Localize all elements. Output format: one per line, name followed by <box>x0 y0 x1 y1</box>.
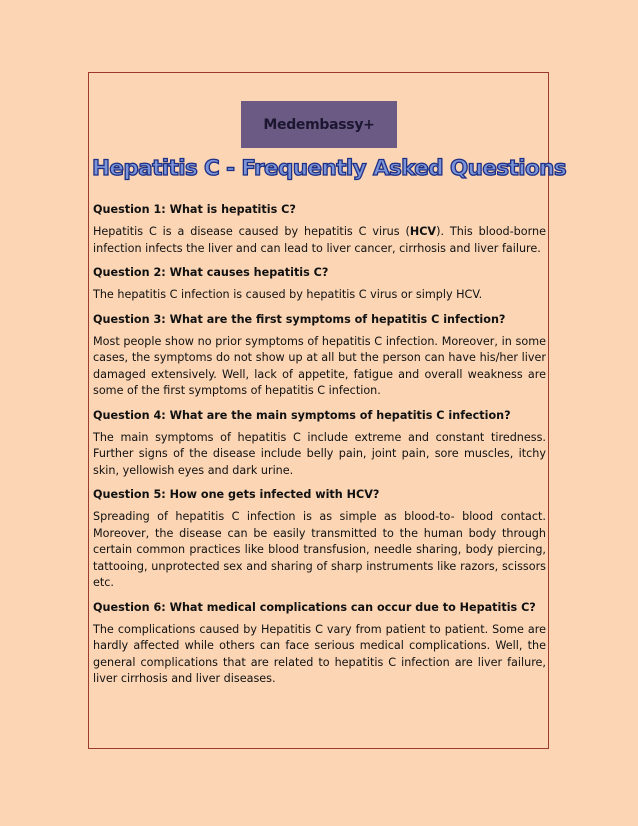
faq-list <box>93 201 546 695</box>
faq-answer-6: The complications caused by Hepatitis C vary from patient to patient. Some are hardly affected while others can face serious medical complications. Well, the general complications that are related to hepatitis C infection are liver failure, liver cirrhosis and liver diseases. <box>93 622 546 685</box>
faq-question-4: Question 4: What are the main symptoms of hepatitis C infection? <box>93 408 511 422</box>
faq-answer-5: Spreading of hepatitis C infection is as simple as blood-to- blood contact. Moreover, the disease can be easily transmitted to the human body through certain common practices like blood transfusion, needle sharing, body piercing, tattooing, unprotected sex and sharing of sharp instruments like razors, scissors etc. <box>93 510 546 589</box>
page-title: Hepatitis C - Frequently Asked Questions <box>92 156 567 181</box>
hcv-abbreviation: HCV <box>409 225 437 238</box>
faq-question-3: Question 3: What are the first symptoms of hepatitis C infection? <box>93 312 506 326</box>
faq-question-6: Question 6: What medical complications can occur due to Hepatitis C? <box>93 600 536 614</box>
faq-answer-1 <box>93 224 546 257</box>
logo-text: Medembassy+ <box>263 116 375 133</box>
faq-question-2: Question 2: What causes hepatitis C? <box>93 266 329 279</box>
faq-answer-1-part-2: ). This blood-borne infection infects the liver and can lead to liver cancer, cirrhosis and liver failure. <box>93 225 546 255</box>
faq-question-5: Question 5: How one gets infected with HCV? <box>93 488 380 501</box>
faq-answer-3: Most people show no prior symptoms of hepatitis C infection. Moreover, in some cases, the symptoms do not show up at all but the person can have his/her liver damaged extensively. Well, lack of appetite, fatigue and overall weakness are some of the first symptoms of hepatitis C infection. <box>93 334 546 397</box>
medembassy-logo <box>241 101 397 148</box>
faq-answer-4: The main symptoms of hepatitis C include extreme and constant tiredness. Further signs of the disease include belly pain, joint pain, sore muscles, itchy skin, yellowish eyes and dark urine. <box>93 430 546 477</box>
faq-question-1: Question 1: What is hepatitis C? <box>93 203 296 216</box>
faq-answer-2: The hepatitis C infection is caused by hepatitis C virus or simply HCV. <box>93 288 483 301</box>
faq-answer-1-part-1: Hepatitis C is a disease caused by hepatitis C virus ( <box>93 225 410 238</box>
